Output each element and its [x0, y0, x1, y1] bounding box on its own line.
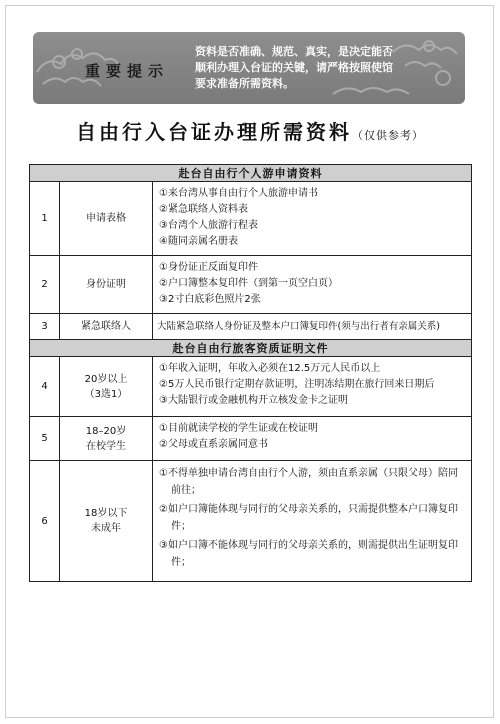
list-item: ③大陆银行或金融机构开立核发金卡之证明 — [159, 395, 348, 406]
table-row — [30, 417, 471, 461]
list-item: ③台湾个人旅游行程表 — [159, 220, 258, 231]
row-number: 2 — [30, 256, 60, 313]
list-item: ②5万人民币银行定期存款证明，注明冻结期在旅行回来日期后 — [159, 379, 435, 390]
row-items — [153, 182, 471, 255]
table-row — [30, 357, 471, 417]
list-item: 大陆紧急联络人身份证及整本户口簿复印件(须与出行者有亲属关系) — [157, 320, 440, 332]
requirements-table — [29, 164, 472, 582]
notice-tag: 重要提示 — [85, 62, 170, 80]
page-title — [0, 116, 500, 145]
notice-line: 资料是否准确、规范、真实，是决定能否 — [195, 45, 393, 58]
row-category: 身份证明 — [60, 256, 153, 313]
table-row — [30, 461, 471, 581]
list-item: ③如户口簿不能体现与同行的父母亲关系的，则需提供出生证明复印件； — [159, 540, 458, 568]
title-main: 自由行入台证办理所需资料 — [76, 120, 352, 144]
list-item: ③2寸白底彩色照片2张 — [159, 294, 261, 305]
list-item: ②户口簿整本复印件（到第一页空白页） — [159, 278, 338, 289]
row-items — [153, 417, 471, 460]
list-item: ④随同亲属名册表 — [159, 236, 238, 247]
list-item: ②如户口簿能体现与同行的父母亲关系的，只需提供整本户口簿复印件； — [159, 504, 458, 532]
row-category: 紧急联络人 — [60, 314, 153, 339]
row-number: 1 — [30, 182, 60, 255]
row-items — [153, 357, 471, 416]
notice-line: 要求准备所需资料。 — [195, 77, 294, 90]
table-row — [30, 314, 471, 340]
list-item: ①目前就读学校的学生证或在校证明 — [159, 423, 318, 434]
notice-line: 顺利办理入台证的关键，请严格按照使馆 — [195, 61, 393, 74]
title-note: （仅供参考） — [352, 129, 424, 142]
row-items — [153, 461, 471, 581]
list-item: ②父母或直系亲属同意书 — [159, 439, 268, 450]
row-category: 申请表格 — [60, 182, 153, 255]
section-header: 赴台自由行旅客资质证明文件 — [30, 340, 471, 357]
list-item: ①身份证正反面复印件 — [159, 262, 258, 273]
notice-text — [195, 44, 455, 92]
row-number: 6 — [30, 461, 60, 581]
row-items — [153, 256, 471, 313]
row-number: 4 — [30, 357, 60, 416]
list-item: ②紧急联络人资料表 — [159, 204, 248, 215]
list-item: ①来台湾从事自由行个人旅游申请书 — [159, 188, 318, 199]
row-number: 3 — [30, 314, 60, 339]
section-header: 赴台自由行个人游申请资料 — [30, 165, 471, 182]
table-row — [30, 256, 471, 314]
row-items — [153, 314, 471, 339]
row-category: 20岁以上 （3选1） — [60, 357, 153, 416]
row-category: 18–20岁 在校学生 — [60, 417, 153, 460]
list-item: ①年收入证明，年收入必须在12.5万元人民币以上 — [159, 363, 381, 374]
list-item: ①不得单独申请台湾自由行个人游，须由直系亲属（只限父母）陪同前往； — [159, 468, 458, 496]
row-number: 5 — [30, 417, 60, 460]
table-row — [30, 182, 471, 256]
row-category: 18岁以下 未成年 — [60, 461, 153, 581]
important-notice-banner — [33, 32, 465, 104]
